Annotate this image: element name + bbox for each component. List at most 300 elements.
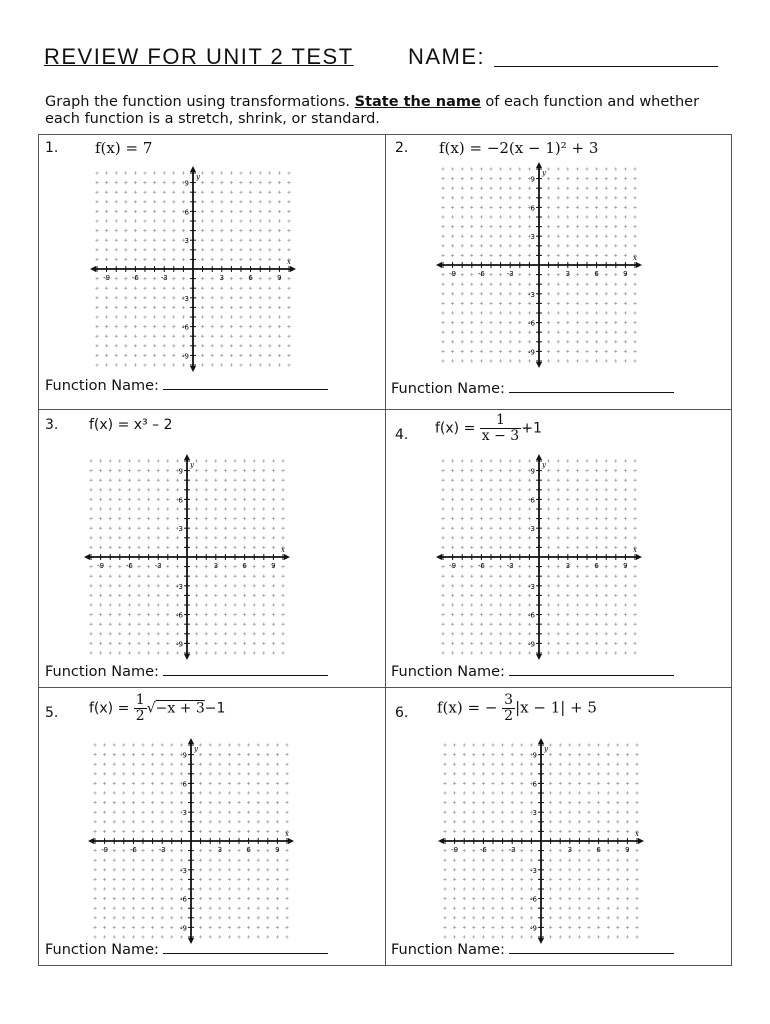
grid-point	[511, 743, 514, 746]
x-tick-label: -9	[451, 846, 459, 854]
y-tick-label: 6	[184, 208, 189, 217]
grid-point	[520, 868, 523, 871]
grid-point	[501, 859, 504, 862]
grid-point	[453, 791, 456, 794]
grid-point	[635, 868, 638, 871]
grid-point	[578, 859, 581, 862]
grid-point	[635, 926, 638, 929]
grid-point	[549, 743, 552, 746]
grid-point	[549, 772, 552, 775]
grid-point	[578, 763, 581, 766]
x-tick-label: 6	[594, 562, 599, 570]
function-name-label: Function Name:	[391, 664, 505, 680]
grid-point	[587, 916, 590, 919]
y-tick-label: -3	[528, 290, 535, 299]
x-tick-label: 9	[271, 562, 276, 570]
grid-point	[635, 772, 638, 775]
grid-point	[501, 763, 504, 766]
x-tick-label: 3	[567, 846, 573, 854]
grid-point	[530, 743, 533, 746]
grid-point	[559, 772, 562, 775]
grid-point	[511, 801, 514, 804]
grid-point	[491, 811, 494, 814]
grid-point	[141, 935, 144, 938]
grid-point	[626, 753, 629, 756]
y-tick-label: -9	[530, 924, 537, 933]
grid-point	[616, 868, 619, 871]
grid-point	[549, 763, 552, 766]
instructions	[45, 94, 735, 128]
grid-point	[559, 935, 562, 938]
grid-point	[568, 763, 571, 766]
grid-point	[559, 916, 562, 919]
grid-point	[635, 916, 638, 919]
grid-point	[453, 926, 456, 929]
x-tick-label: -3	[506, 562, 514, 570]
grid-point	[626, 782, 629, 785]
grid-point	[597, 897, 600, 900]
y-tick-label: -9	[528, 640, 535, 649]
grid-point	[482, 830, 485, 833]
grid-point	[501, 782, 504, 785]
grid-point	[578, 907, 581, 910]
grid-point	[472, 811, 475, 814]
grid-point	[482, 811, 485, 814]
function-name-label: Function Name:	[391, 381, 505, 397]
grid-point	[587, 897, 590, 900]
grid-point	[616, 935, 619, 938]
grid-point	[472, 791, 475, 794]
x-tick-label: -9	[449, 270, 457, 278]
y-tick-label: 6	[182, 780, 187, 789]
grid-point	[491, 859, 494, 862]
instructions-part1: Graph the function using transformations.	[45, 94, 355, 110]
grid-point	[491, 887, 494, 890]
x-tick-label: 6	[596, 846, 601, 854]
y-tick-label: 9	[182, 751, 187, 760]
grid-point	[578, 916, 581, 919]
grid-point	[607, 849, 610, 852]
grid-point	[616, 772, 619, 775]
y-tick-label: -6	[530, 895, 537, 904]
grid-point	[453, 801, 456, 804]
grid-point	[491, 830, 494, 833]
grid-point	[443, 811, 446, 814]
grid-point	[607, 926, 610, 929]
grid-point	[472, 887, 475, 890]
grid-point	[482, 772, 485, 775]
grid-point	[501, 772, 504, 775]
grid-point	[122, 935, 125, 938]
grid-point	[520, 753, 523, 756]
grid-point	[472, 830, 475, 833]
y-tick-label: -3	[530, 866, 537, 875]
problem-number: 2.	[395, 140, 409, 156]
grid-point	[568, 868, 571, 871]
function-prefix: f(x) = −	[437, 698, 498, 717]
x-tick-label: 3	[565, 562, 571, 570]
grid-point	[501, 935, 504, 938]
x-tick-label: 6	[248, 274, 253, 282]
grid-point	[443, 859, 446, 862]
grid-point	[520, 743, 523, 746]
grid-point	[559, 811, 562, 814]
y-tick-label: -3	[182, 294, 189, 303]
function-suffix: +1	[521, 420, 542, 437]
grid-point	[453, 753, 456, 756]
grid-point	[597, 859, 600, 862]
grid-point	[491, 772, 494, 775]
grid-point	[482, 753, 485, 756]
grid-point	[285, 935, 288, 938]
grid-point	[443, 743, 446, 746]
grid-point	[113, 935, 116, 938]
grid-point	[626, 878, 629, 881]
y-axis-arrow	[538, 738, 544, 744]
fraction-numerator: 1	[480, 413, 521, 429]
grid-point	[472, 926, 475, 929]
x-tick-label: -6	[477, 270, 485, 278]
instructions-bold: State the name	[354, 94, 481, 110]
grid-point	[607, 859, 610, 862]
grid-point	[578, 926, 581, 929]
grid-point	[463, 811, 466, 814]
grid-point	[587, 763, 590, 766]
grid-point	[607, 907, 610, 910]
grid-point	[443, 907, 446, 910]
x-tick-label: -9	[97, 562, 105, 570]
grid-point	[453, 830, 456, 833]
x-axis-label: x	[287, 258, 291, 266]
grid-point	[607, 887, 610, 890]
grid-point	[559, 926, 562, 929]
grid-point	[597, 763, 600, 766]
grid-point	[607, 753, 610, 756]
page-title: REVIEW FOR UNIT 2 TEST	[44, 44, 354, 69]
grid-point	[597, 801, 600, 804]
grid-point	[597, 868, 600, 871]
grid-point	[607, 791, 610, 794]
y-tick-label: 3	[530, 525, 535, 534]
grid-point	[549, 878, 552, 881]
y-tick-label: -6	[182, 323, 189, 332]
grid-point	[568, 791, 571, 794]
x-tick-label: 3	[219, 274, 225, 282]
grid-point	[472, 801, 475, 804]
grid-point	[587, 811, 590, 814]
fraction-denominator: x − 3	[481, 428, 520, 444]
problem-number: 4.	[395, 427, 409, 443]
problem-number: 5.	[45, 705, 59, 721]
grid-point	[549, 753, 552, 756]
y-tick-label: -6	[176, 611, 183, 620]
grid-point	[597, 820, 600, 823]
grid-point	[180, 935, 183, 938]
x-tick-label: 6	[594, 270, 599, 278]
grid-point	[472, 935, 475, 938]
function-name-field[interactable]	[45, 941, 328, 958]
y-tick-label: -3	[180, 866, 187, 875]
grid-point	[472, 753, 475, 756]
grid-point	[587, 791, 590, 794]
grid-point	[472, 907, 475, 910]
y-tick-label: -9	[180, 924, 187, 933]
function-suffix: −1	[204, 700, 226, 717]
x-tick-label: 9	[625, 846, 630, 854]
coordinate-grid[interactable]	[39, 135, 731, 935]
name-blank-line[interactable]	[494, 66, 718, 67]
grid-point	[443, 763, 446, 766]
grid-point	[491, 926, 494, 929]
grid-point	[520, 782, 523, 785]
x-tick-label: -3	[506, 270, 514, 278]
grid-point	[453, 916, 456, 919]
grid-point	[549, 897, 552, 900]
problem-function: f(x) = x³ – 2	[89, 417, 173, 433]
grid-point	[549, 791, 552, 794]
x-axis-label: x	[635, 830, 639, 838]
grid-point	[587, 849, 590, 852]
grid-point	[635, 743, 638, 746]
grid-point	[463, 772, 466, 775]
grid-point	[597, 907, 600, 910]
grid-point	[103, 935, 106, 938]
grid-point	[443, 753, 446, 756]
grid-point	[568, 830, 571, 833]
grid-point	[568, 753, 571, 756]
y-axis-label: y	[542, 169, 546, 177]
grid-point	[511, 897, 514, 900]
x-tick-label: -9	[101, 846, 109, 854]
grid-point	[511, 887, 514, 890]
grid-point	[530, 763, 533, 766]
grid-point	[597, 791, 600, 794]
grid-point	[161, 935, 164, 938]
grid-point	[597, 811, 600, 814]
grid-point	[501, 811, 504, 814]
grid-point	[482, 801, 485, 804]
grid-point	[472, 820, 475, 823]
grid-point	[559, 820, 562, 823]
grid-point	[520, 878, 523, 881]
grid-point	[472, 743, 475, 746]
grid-point	[587, 820, 590, 823]
grid-point	[520, 859, 523, 862]
grid-point	[559, 907, 562, 910]
grid-point	[587, 935, 590, 938]
grid-point	[491, 916, 494, 919]
grid-point	[559, 849, 562, 852]
grid-point	[568, 916, 571, 919]
y-tick-label: -3	[176, 582, 183, 591]
x-tick-label: -6	[479, 846, 487, 854]
grid-point	[463, 820, 466, 823]
grid-point	[472, 782, 475, 785]
grid-point	[587, 782, 590, 785]
grid-point	[578, 830, 581, 833]
grid-point	[463, 753, 466, 756]
grid-point	[511, 820, 514, 823]
grid-point	[587, 830, 590, 833]
function-name-blank[interactable]	[509, 941, 674, 954]
grid-point	[443, 868, 446, 871]
grid-point	[520, 907, 523, 910]
grid-point	[578, 743, 581, 746]
grid-point	[587, 772, 590, 775]
grid-point	[237, 935, 240, 938]
grid-point	[559, 791, 562, 794]
grid-point	[635, 753, 638, 756]
grid-point	[482, 820, 485, 823]
grid-point	[530, 887, 533, 890]
grid-point	[443, 782, 446, 785]
y-tick-label: 3	[184, 237, 189, 246]
grid-point	[472, 897, 475, 900]
grid-point	[520, 849, 523, 852]
grid-point	[635, 887, 638, 890]
grid-point	[607, 916, 610, 919]
grid-point	[453, 887, 456, 890]
grid-point	[463, 887, 466, 890]
grid-point	[559, 782, 562, 785]
function-prefix: f(x) =	[89, 700, 130, 717]
grid-point	[616, 897, 619, 900]
grid-point	[491, 801, 494, 804]
grid-point	[511, 763, 514, 766]
grid-point	[578, 887, 581, 890]
grid-point	[626, 897, 629, 900]
grid-point	[482, 887, 485, 890]
grid-point	[626, 926, 629, 929]
grid-point	[587, 753, 590, 756]
grid-point	[607, 743, 610, 746]
grid-point	[482, 935, 485, 938]
grid-point	[597, 772, 600, 775]
grid-point	[501, 926, 504, 929]
grid-point	[635, 878, 638, 881]
grid-point	[568, 859, 571, 862]
grid-point	[587, 907, 590, 910]
grid-point	[482, 791, 485, 794]
grid-point	[578, 820, 581, 823]
grid-point	[578, 878, 581, 881]
grid-point	[549, 830, 552, 833]
grid-point	[568, 887, 571, 890]
name-label: NAME:	[408, 44, 486, 69]
grid-point	[635, 935, 638, 938]
function-name-label: Function Name:	[45, 664, 159, 680]
x-tick-label: 3	[213, 562, 219, 570]
grid-point	[463, 859, 466, 862]
grid-point	[511, 868, 514, 871]
function-name-label: Function Name:	[391, 942, 505, 958]
grid-point	[511, 935, 514, 938]
x-tick-label: -3	[160, 274, 168, 282]
grid-point	[463, 868, 466, 871]
grid-point	[626, 763, 629, 766]
grid-point	[520, 791, 523, 794]
grid-point	[453, 763, 456, 766]
grid-point	[491, 935, 494, 938]
grid-point	[491, 782, 494, 785]
grid-point	[491, 753, 494, 756]
grid-point	[559, 859, 562, 862]
grid-point	[607, 801, 610, 804]
grid-point	[482, 859, 485, 862]
grid-point	[501, 791, 504, 794]
x-tick-label: -3	[158, 846, 166, 854]
grid-point	[266, 935, 269, 938]
x-tick-label: -6	[477, 562, 485, 570]
grid-point	[443, 916, 446, 919]
grid-point	[568, 926, 571, 929]
grid-point	[568, 907, 571, 910]
grid-point	[463, 782, 466, 785]
function-name-blank[interactable]	[163, 941, 328, 954]
grid-point	[453, 811, 456, 814]
problem-function: f(x) = −2(x − 1)² + 3	[439, 139, 599, 157]
grid-point	[616, 811, 619, 814]
grid-point	[549, 935, 552, 938]
grid-point	[511, 811, 514, 814]
y-tick-label: 9	[178, 467, 183, 476]
grid-point	[501, 897, 504, 900]
grid-point	[626, 820, 629, 823]
grid-point	[520, 830, 523, 833]
grid-point	[616, 820, 619, 823]
grid-point	[463, 926, 466, 929]
y-tick-label: 9	[530, 467, 535, 476]
grid-point	[453, 878, 456, 881]
grid-point	[151, 935, 154, 938]
x-tick-label: 3	[217, 846, 223, 854]
grid-point	[443, 897, 446, 900]
grid-point	[530, 916, 533, 919]
grid-point	[257, 935, 260, 938]
y-tick-label: 6	[178, 496, 183, 505]
grid-point	[568, 878, 571, 881]
grid-point	[549, 820, 552, 823]
grid-point	[607, 782, 610, 785]
grid-point	[453, 772, 456, 775]
grid-point	[472, 763, 475, 766]
grid-point	[482, 916, 485, 919]
grid-point	[635, 811, 638, 814]
grid-point	[587, 859, 590, 862]
grid-point	[587, 878, 590, 881]
x-tick-label: 6	[242, 562, 247, 570]
grid-point	[482, 907, 485, 910]
grid-point	[530, 772, 533, 775]
grid-point	[501, 849, 504, 852]
grid-point	[597, 926, 600, 929]
y-tick-label: -6	[528, 611, 535, 620]
grid-point	[443, 830, 446, 833]
grid-point	[578, 897, 581, 900]
function-name-field[interactable]	[391, 941, 674, 958]
x-axis-label: x	[281, 546, 285, 554]
x-tick-label: 9	[623, 562, 628, 570]
grid-point	[511, 772, 514, 775]
problems-table	[38, 134, 732, 966]
grid-point	[472, 878, 475, 881]
y-tick-label: -6	[528, 319, 535, 328]
grid-point	[520, 772, 523, 775]
grid-point	[463, 801, 466, 804]
grid-point	[607, 772, 610, 775]
grid-point	[453, 935, 456, 938]
grid-point	[472, 916, 475, 919]
